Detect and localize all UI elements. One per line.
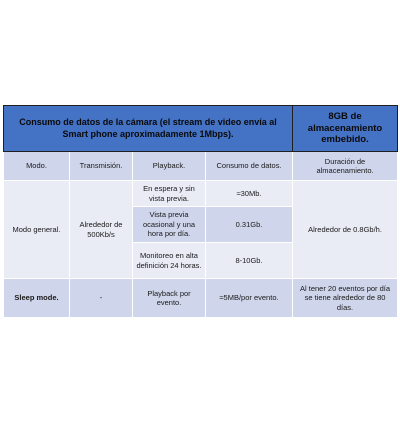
playback-cell: Monitoreo en alta definición 24 horas. (133, 243, 206, 279)
general-mode-cell: Modo general. (4, 181, 70, 279)
column-header-playback: Playback. (133, 152, 206, 181)
column-header-row (4, 152, 398, 181)
storage-header-cell: 8GB de almacenamiento embebido. (293, 106, 398, 152)
sleep-consumption-cell: ≈5MB/por evento. (206, 279, 293, 318)
playback-cell: En espera y sin vista previa. (133, 181, 206, 207)
sleep-duration-cell: Al tener 20 eventos por día se tiene alrededor de 80 días. (293, 279, 398, 318)
column-header-duration: Duración de almacenamiento. (293, 152, 398, 181)
sleep-transmission-cell: - (70, 279, 133, 318)
general-transmission-cell: Alrededor de 500Kb/s (70, 181, 133, 279)
table-row (4, 279, 398, 318)
sleep-mode-cell: Sleep mode. (4, 279, 70, 318)
consumption-cell: 8-10Gb. (206, 243, 293, 279)
consumption-cell: ≈30Mb. (206, 181, 293, 207)
consumption-cell: 0.31Gb. (206, 207, 293, 243)
column-header-transmission: Transmisión. (70, 152, 133, 181)
playback-cell: Vista previa ocasional y una hora por día. (133, 207, 206, 243)
general-duration-cell: Alrededor de 0.8Gb/h. (293, 181, 398, 279)
column-header-mode: Modo. (4, 152, 70, 181)
table-title-cell: Consumo de datos de la cámara (el stream de video envía al Smart phone aproximadamente 1Mbps). (4, 106, 293, 152)
sleep-playback-cell: Playback por evento. (133, 279, 206, 318)
column-header-consumption: Consumo de datos. (206, 152, 293, 181)
table-row (4, 181, 398, 207)
table-header-row (4, 106, 398, 152)
data-consumption-table (3, 105, 398, 318)
